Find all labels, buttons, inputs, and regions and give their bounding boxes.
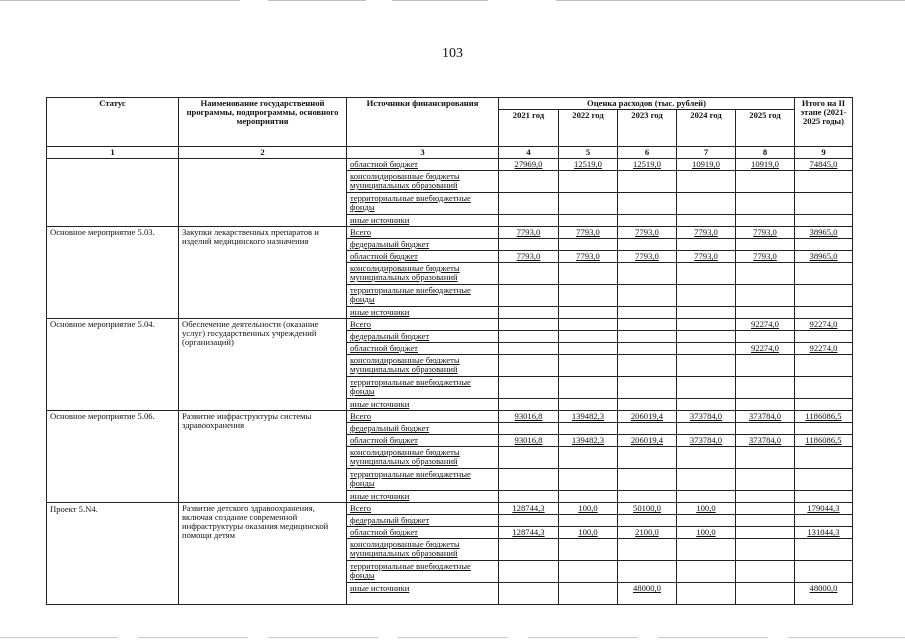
value-cell: 92274,0: [751, 343, 779, 354]
source-label: территориальные внебюджетные фонды: [347, 285, 499, 307]
source-label: областной бюджет: [347, 435, 499, 447]
value-cell: 92274,0: [751, 319, 779, 330]
value-cell: 373784,0: [748, 435, 782, 446]
column-number-row: [47, 147, 853, 159]
value-cell: 12519,0: [633, 159, 661, 170]
source-label: Всего: [347, 227, 499, 239]
value-cell: 139482,3: [571, 435, 605, 446]
value-cell: 206019,4: [630, 411, 664, 422]
total-cell: 1186086,5: [805, 435, 842, 446]
value-cell: 100,0: [696, 527, 716, 538]
source-label: областной бюджет: [347, 159, 499, 171]
column-number: 8: [736, 147, 795, 159]
source-label: областной бюджет: [347, 527, 499, 539]
bottom-rule: [528, 637, 638, 638]
top-rule: [0, 0, 240, 1]
status-cell: Основное мероприятие 5.03.: [47, 227, 179, 319]
total-cell: 38965,0: [809, 227, 838, 238]
value-cell: 7793,0: [635, 227, 659, 238]
bottom-rule: [0, 637, 118, 638]
table-row: [47, 503, 853, 515]
header-name: Наименование государственной программы, подпрограммы, основного мероприятия: [179, 98, 347, 147]
value-cell: 7793,0: [753, 251, 777, 262]
total-cell: 92274,0: [809, 343, 838, 354]
value-cell: 7793,0: [576, 251, 600, 262]
column-number: 2: [179, 147, 347, 159]
top-rule: [268, 0, 366, 1]
name-cell: Развитие инфраструктуры системы здравоохранения: [179, 411, 347, 503]
total-cell: 131044,3: [807, 527, 840, 538]
value-cell: 100,0: [696, 503, 716, 514]
table-row: [47, 319, 853, 331]
source-label: иные источники: [347, 307, 499, 319]
table-row: [47, 227, 853, 239]
top-rule: [392, 0, 488, 1]
value-cell: 373784,0: [689, 411, 723, 422]
source-label: территориальные внебюджетные фонды: [347, 469, 499, 491]
column-number: 3: [347, 147, 499, 159]
total-cell: 38965,0: [809, 251, 838, 262]
column-number: 5: [559, 147, 618, 159]
value-cell: 7793,0: [516, 227, 541, 238]
source-label: консолидированные бюджеты муниципальных образований: [347, 171, 499, 193]
header-year: 2023 год: [618, 110, 677, 147]
name-cell: [179, 159, 347, 227]
bottom-rule: [398, 637, 508, 638]
total-cell: 74845,0: [809, 159, 838, 170]
bottom-rule: [268, 637, 378, 638]
source-label: консолидированные бюджеты муниципальных образований: [347, 539, 499, 561]
column-number: 7: [677, 147, 736, 159]
top-rule: [556, 0, 905, 1]
value-cell: 7793,0: [516, 251, 541, 262]
value-cell: 373784,0: [748, 411, 782, 422]
value-cell: 27969,0: [514, 159, 543, 170]
value-cell: 10919,0: [751, 159, 779, 170]
source-label: консолидированные бюджеты муниципальных образований: [347, 447, 499, 469]
value-cell: 48000,0: [633, 583, 661, 594]
table-header: [47, 98, 853, 159]
table-row: [47, 159, 853, 171]
continuation-block: [47, 159, 853, 227]
source-label: консолидированные бюджеты муниципальных образований: [347, 263, 499, 285]
source-label: федеральный бюджет: [347, 239, 499, 251]
header-sources: Источники финансирования: [347, 98, 499, 147]
table-row: [47, 411, 853, 423]
source-label: иные источники: [347, 215, 499, 227]
header-year: 2025 год: [736, 110, 795, 147]
source-label: консолидированные бюджеты муниципальных образований: [347, 355, 499, 377]
name-cell: Обеспечение деятельности (оказание услуг) государственных учреждений (организаций): [179, 319, 347, 411]
source-label: иные источники: [347, 583, 499, 605]
value-cell: 93016,8: [514, 435, 543, 446]
source-label: иные источники: [347, 491, 499, 503]
total-cell: 179044,3: [807, 503, 840, 514]
value-cell: 139482,3: [571, 411, 605, 422]
source-label: территориальные внебюджетные фонды: [347, 561, 499, 583]
header-year: 2021 год: [499, 110, 559, 147]
source-label: Всего: [347, 411, 499, 423]
header-costs: Оценка расходов (тыс. рублей): [499, 98, 795, 110]
column-number: 4: [499, 147, 559, 159]
value-cell: 2100,0: [635, 527, 659, 538]
source-label: территориальные внебюджетные фонды: [347, 377, 499, 399]
source-label: областной бюджет: [347, 343, 499, 355]
source-label: территориальные внебюджетные фонды: [347, 193, 499, 215]
value-cell: 12519,0: [574, 159, 602, 170]
bottom-rule: [138, 637, 248, 638]
value-cell: 93016,8: [514, 411, 543, 422]
header-total: Итого на II этапе (2021-2025 годы): [795, 98, 853, 147]
value-cell: 7793,0: [694, 251, 718, 262]
value-cell: 206019,4: [630, 435, 664, 446]
source-label: федеральный бюджет: [347, 515, 499, 527]
header-status: Статус: [47, 98, 179, 147]
source-label: областной бюджет: [347, 251, 499, 263]
value-cell: 7793,0: [576, 227, 600, 238]
bottom-rule: [658, 637, 768, 638]
source-label: Всего: [347, 319, 499, 331]
total-cell: 1186086,5: [805, 411, 842, 422]
status-cell: Основное мероприятие 5.06.: [47, 411, 179, 503]
source-label: Всего: [347, 503, 499, 515]
value-cell: 10919,0: [692, 159, 720, 170]
value-cell: 7793,0: [694, 227, 718, 238]
column-number: 9: [795, 147, 853, 159]
value-cell: 100,0: [578, 527, 598, 538]
column-number: 1: [47, 147, 179, 159]
status-cell: [47, 159, 179, 227]
value-cell: 100,0: [578, 503, 598, 514]
value-cell: 7793,0: [635, 251, 659, 262]
column-number: 6: [618, 147, 677, 159]
total-cell: 48000,0: [809, 583, 838, 594]
header-year: 2024 год: [677, 110, 736, 147]
budget-table: [46, 97, 853, 605]
page-number: 103: [442, 46, 463, 61]
value-cell: 50100,0: [633, 503, 661, 514]
name-cell: Развитие детского здравоохранения, включая создание современной инфраструктуры оказания медицинской помощи детям: [179, 503, 347, 605]
name-cell: Закупки лекарственных препаратов и изделий медицинского назначения: [179, 227, 347, 319]
source-label: иные источники: [347, 399, 499, 411]
program-blocks: [47, 227, 853, 605]
status-cell: Проект 5.N4.: [47, 503, 179, 605]
value-cell: 128744,3: [512, 503, 545, 514]
header-year: 2022 год: [559, 110, 618, 147]
value-cell: 128744,3: [512, 527, 545, 538]
status-cell: Основное мероприятие 5.04.: [47, 319, 179, 411]
total-cell: 92274,0: [809, 319, 838, 330]
source-label: федеральный бюджет: [347, 423, 499, 435]
bottom-rule: [788, 637, 905, 638]
source-label: федеральный бюджет: [347, 331, 499, 343]
value-cell: 7793,0: [753, 227, 777, 238]
value-cell: 373784,0: [689, 435, 723, 446]
